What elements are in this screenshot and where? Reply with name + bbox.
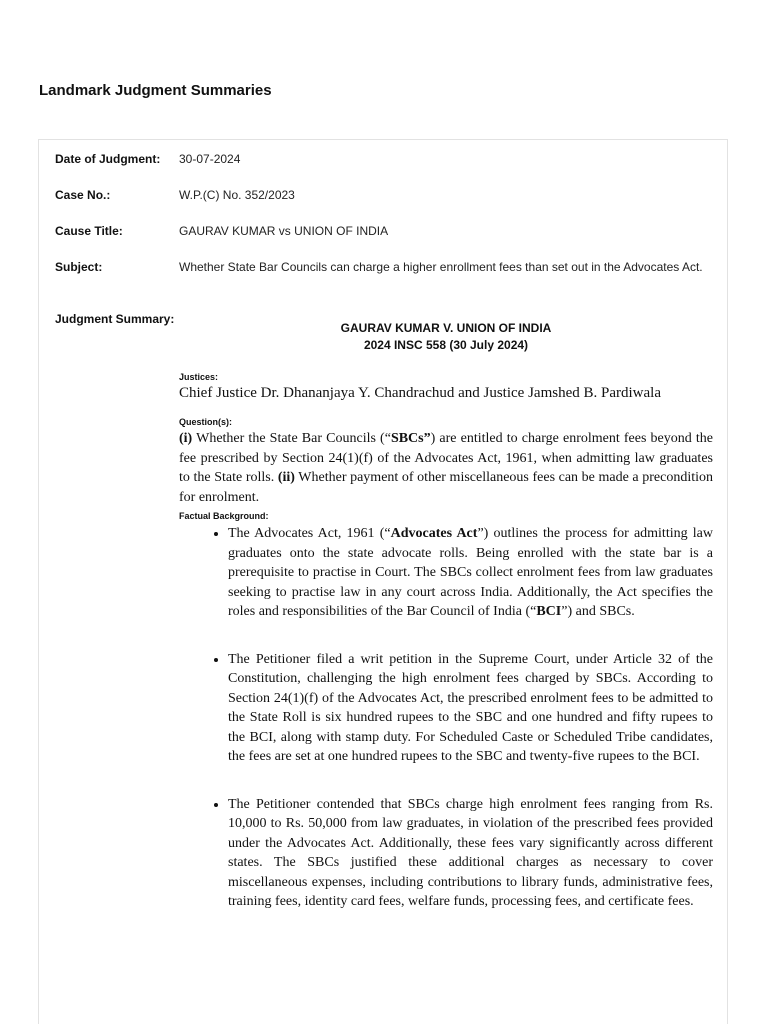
question-2-text: Whether payment of other miscellaneous fees can be made a precondition for enrolment.	[179, 470, 713, 505]
summary-label: Judgment Summary:	[55, 312, 175, 326]
justices-text: Chief Justice Dr. Dhananjaya Y. Chandrachud and Justice Jamshed B. Pardiwala	[179, 385, 661, 401]
list-item	[228, 524, 713, 622]
bullet-1-term-1: Advocates Act	[390, 526, 478, 541]
case-heading: GAURAV KUMAR V. UNION OF INDIA	[340, 321, 552, 335]
question-1-text-b: ) are entitled to charge enrolment fees beyond the fee prescribed by Section 24(1)(f) of the Advocates Act, 1961, when admitting law graduates to the State rolls.	[179, 431, 713, 485]
case-citation: 2024 INSC 558 (30 July 2024)	[363, 338, 529, 352]
bullet-1-term-2: BCI	[536, 604, 562, 619]
justices-heading: Justices:	[179, 372, 219, 382]
list-item: • The Petitioner filed a writ petition in the Supreme Court, under Article 32 of the Constitution, challenging the high enrolment fees charged by SBCs. According to Section 24(1)(f) of the Advocates Act, the prescribed enrolment fees to be admitted to the State Roll is six hundred rupees to the SBC and one hundred and fifty rupees to the BCI, along with stamp duty. For Scheduled Caste or Scheduled Tribe candidates, the fees are set at one hundred rupees to the SBC and twenty-five rupees to the BCI.	[228, 650, 713, 767]
question-1-term: SBCs”	[390, 431, 431, 446]
case-no-label: Case No.:	[55, 188, 111, 202]
subject-value: Whether State Bar Councils can charge a higher enrollment fees than set out in the Advocates Act.	[179, 260, 703, 274]
date-label: Date of Judgment:	[55, 152, 161, 166]
question-1-text-a: Whether the State Bar Councils (“	[192, 431, 391, 446]
cause-title-value: GAURAV KUMAR vs UNION OF INDIA	[179, 224, 389, 238]
cause-title-label: Cause Title:	[55, 224, 123, 238]
question-text	[179, 429, 713, 507]
subject-label: Subject:	[55, 260, 103, 274]
questions-heading: Question(s):	[179, 417, 232, 427]
question-marker-1: (i)	[179, 431, 193, 446]
bullet-1-text-a: The Advocates Act, 1961 (“	[228, 526, 391, 541]
judgment-card	[38, 139, 728, 1024]
factual-list	[179, 524, 713, 912]
bullet-1-text-c: ”) and SBCs.	[561, 604, 635, 619]
case-no-value: W.P.(C) No. 352/2023	[179, 188, 295, 202]
page-title: Landmark Judgment Summaries	[39, 82, 272, 99]
bullet-1-text-b: ”) outlines the process for admitting law graduates onto the state advocate rolls. Being enrolled with the state bar is a prerequisite to practise in Court. The SBCs collect enrolment fees from law graduates seeking to practise law in any court across India. Additionally, the Act specifies the roles and responsibilities of the Bar Council of India (“	[228, 526, 713, 619]
date-value: 30-07-2024	[179, 152, 241, 166]
judgment-summary	[179, 320, 713, 940]
question-marker-2: (ii)	[277, 470, 295, 485]
list-item: • The Petitioner contended that SBCs charge high enrolment fees ranging from Rs. 10,000 to Rs. 50,000 from law graduates, in violation of the prescribed fees provided under the Advocates Act. Additionally, these fees vary significantly across different states. The SBCs justified these additional charges as necessary to cover miscellaneous expenses, including contributions to library funds, administrative fees, training fees, identity card fees, welfare funds, processing fees, and certificate fees.	[228, 795, 713, 912]
factual-heading: Factual Background:	[179, 511, 269, 521]
